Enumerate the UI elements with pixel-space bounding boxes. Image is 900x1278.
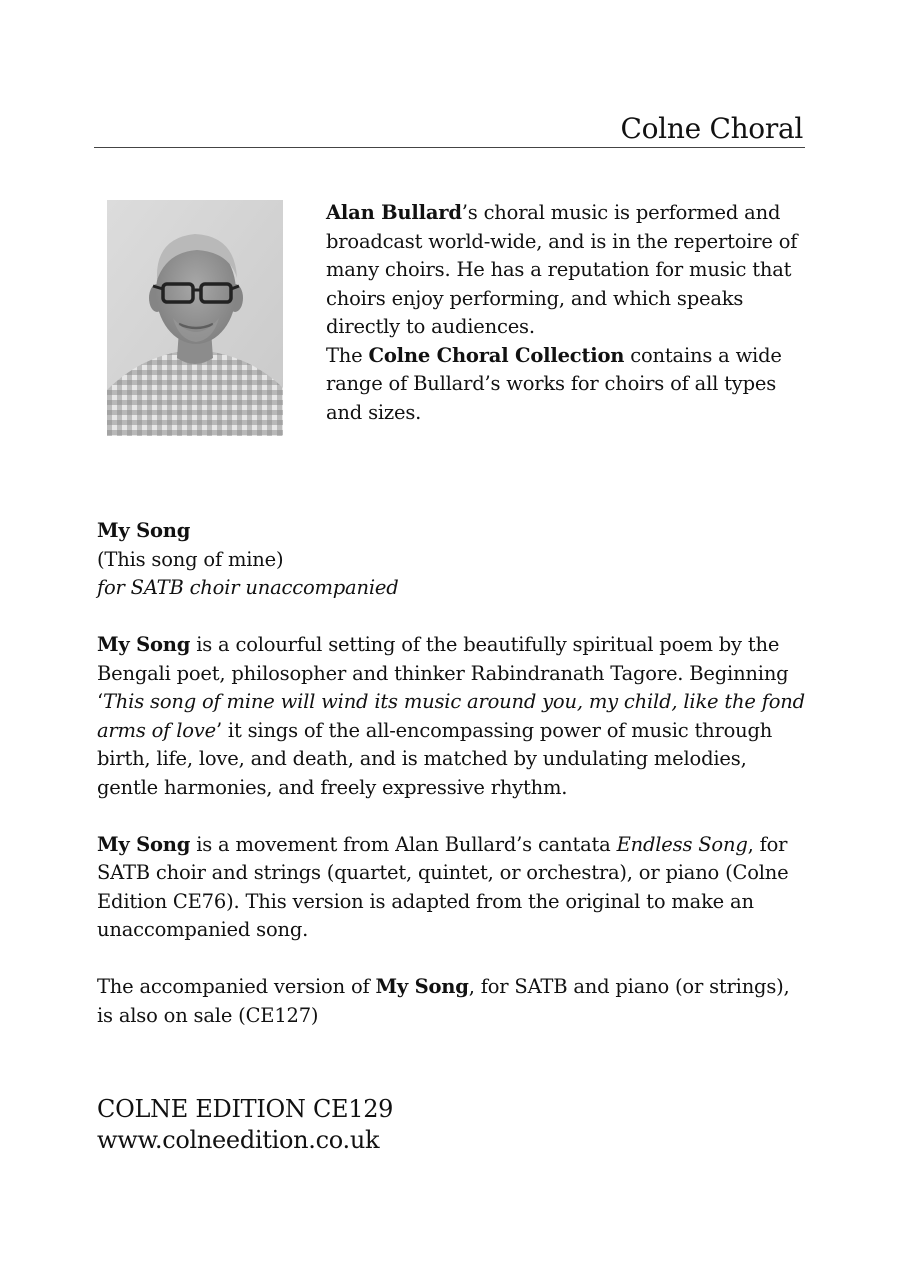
edition-number: COLNE EDITION CE129 <box>97 1095 394 1123</box>
spacer <box>97 603 809 632</box>
bio-paragraph <box>326 199 806 342</box>
description-paragraph-3 <box>97 973 809 1030</box>
portrait-image <box>107 200 283 436</box>
collection-paragraph <box>326 342 806 428</box>
composer-photo <box>107 200 283 436</box>
footer <box>97 1094 393 1156</box>
para1-quote: This song of mine will wind its music around you, my child, like the fond arms of love <box>97 690 805 742</box>
bio-text: ’s choral music is performed and broadcast world-wide, and is in the repertoire of many choirs. He has a reputation for music that choirs enjoy performing, and which speaks directly to audiences. <box>326 201 798 338</box>
header-title: Colne Choral <box>620 112 803 145</box>
para1-text1: is a colourful setting of the beautifully spiritual poem by the Bengali poet, philosopher and thinker Rabindranath Tagore. Beginning ‘ <box>97 633 789 713</box>
work-title-text: My Song <box>97 519 191 542</box>
collection-name: Colne Choral Collection <box>368 343 625 367</box>
para2-cantata: Endless Song <box>616 832 748 856</box>
spacer <box>97 945 809 974</box>
para2-text1: is a movement from Alan Bullard’s cantata <box>190 832 617 856</box>
para3-text1: The accompanied version of <box>97 975 376 998</box>
description-paragraph-1 <box>97 631 809 802</box>
para2-title: My Song <box>97 832 191 856</box>
para3-title: My Song <box>375 975 469 998</box>
work-scoring-text: for SATB choir unaccompanied <box>97 576 399 599</box>
work-subtitle: (This song of mine) <box>97 547 284 571</box>
work-scoring <box>97 574 809 603</box>
website-url: www.colneedition.co.uk <box>97 1126 380 1154</box>
para2-text2: , for SATB choir and strings (quartet, quintet, or orchestra), or piano (Colne Edition CE76). This version is adapted from the original to make an unaccompanied song. <box>97 832 789 941</box>
composer-name: Alan Bullard <box>326 201 462 224</box>
description-paragraph-2 <box>97 831 809 945</box>
work-title <box>97 517 809 546</box>
para1-text2: ’ it sings of the all-encompassing power of music through birth, life, love, and death, and is matched by undulating melodies, gentle harmonies, and freely expressive rhythm. <box>97 718 773 799</box>
collection-prefix: The <box>326 343 369 367</box>
work-description <box>97 517 809 1030</box>
collection-text: contains a wide range of Bullard’s works for choirs of all types and sizes. <box>326 343 782 424</box>
composer-bio <box>326 199 806 427</box>
para1-title: My Song <box>97 633 191 656</box>
spacer <box>97 802 809 831</box>
para3-text2: , for SATB and piano (or strings), is also on sale (CE127) <box>97 975 790 1027</box>
header-divider <box>94 147 805 148</box>
